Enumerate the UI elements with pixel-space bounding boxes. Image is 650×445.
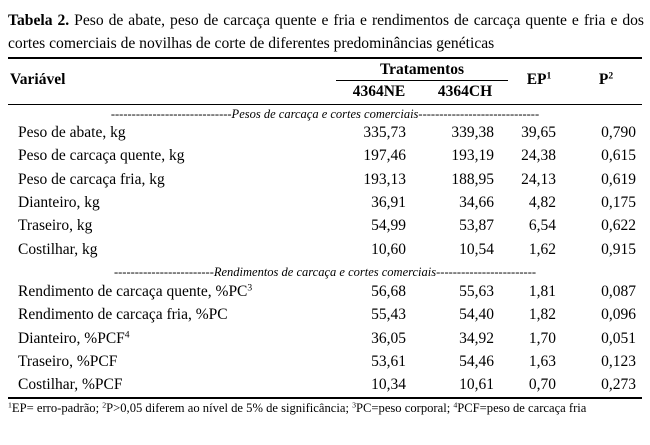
section-rendimentos: ------------------------Rendimentos de carcaça e cortes comerciais------------------------ bbox=[113, 265, 537, 279]
row-label: Traseiro, kg bbox=[18, 217, 93, 235]
cell-4364ne: 36,05 bbox=[371, 329, 406, 347]
cell-p: 0,619 bbox=[601, 170, 636, 188]
cell-ep: 1,82 bbox=[528, 306, 556, 324]
cell-4364ne: 193,13 bbox=[363, 170, 406, 188]
cell-ep: 4,82 bbox=[528, 193, 556, 211]
cell-4364ch: 55,63 bbox=[459, 283, 494, 300]
cell-p: 0,622 bbox=[601, 217, 636, 235]
row-label: Rendimento de carcaça quente, $\%PC^3$ bbox=[18, 282, 253, 300]
cell-4364ne: 56,68 bbox=[371, 283, 406, 300]
cell-4364ch: 54,46 bbox=[459, 352, 494, 370]
cell-4364ch: 10,61 bbox=[459, 376, 494, 394]
treatments-rule bbox=[336, 80, 508, 81]
row-label: Traseiro, %PCF bbox=[18, 352, 118, 370]
cell-p: 0,087 bbox=[601, 283, 636, 300]
caption-label: Tabela 2. bbox=[8, 12, 70, 29]
header-variable: Variável bbox=[10, 71, 66, 88]
cell-4364ch: 53,87 bbox=[459, 217, 494, 235]
header-rule bbox=[8, 104, 642, 105]
cell-4364ne: 197,46 bbox=[363, 147, 406, 165]
row-label: Peso de carcaça quente, kg bbox=[18, 147, 185, 165]
cell-ep: 39,65 bbox=[521, 124, 556, 141]
cell-p: 0,790 bbox=[601, 124, 636, 141]
cell-p: 0,123 bbox=[601, 352, 636, 370]
cell-p: 0,615 bbox=[601, 147, 636, 165]
header-ep: $EP^1$ bbox=[526, 70, 552, 88]
cell-4364ne: 54,99 bbox=[371, 217, 406, 235]
cell-p: 0,175 bbox=[601, 193, 636, 211]
cell-p: 0,096 bbox=[601, 306, 636, 324]
top-rule bbox=[8, 57, 642, 59]
section-pesos: -----------------------------Pesos de carcaça e cortes comerciais----------------------------- bbox=[110, 107, 540, 121]
table-caption bbox=[8, 9, 644, 55]
row-label: Costilhar, %PCF bbox=[18, 376, 123, 394]
cell-ep: 24,38 bbox=[521, 147, 556, 165]
header-treatments: Tratamentos bbox=[379, 61, 465, 78]
cell-4364ne: 36,91 bbox=[371, 193, 406, 211]
cell-4364ne: 10,60 bbox=[371, 240, 406, 258]
cell-ep: 1,63 bbox=[528, 352, 556, 370]
cell-p: 0,051 bbox=[601, 329, 636, 347]
cell-4364ne: 53,61 bbox=[371, 352, 406, 370]
cell-p: 0,915 bbox=[601, 240, 636, 258]
cell-4364ch: 188,95 bbox=[451, 170, 494, 188]
row-label: Rendimento de carcaça fria, %PC bbox=[18, 306, 228, 324]
caption-text: Peso de abate, peso de carcaça quente e fria e rendimentos de carcaça quente e fria e dos cortes comerciais de novilhas de corte de diferentes predominâncias genéticas bbox=[8, 12, 645, 52]
header-p: $P^2$ bbox=[598, 70, 614, 88]
cell-p: 0,273 bbox=[601, 376, 636, 394]
cell-4364ch: 10,54 bbox=[459, 240, 494, 258]
cell-4364ne: 10,34 bbox=[371, 376, 406, 394]
cell-4364ch: 34,92 bbox=[459, 329, 494, 347]
cell-ep: 0,70 bbox=[528, 376, 556, 394]
cell-4364ch: 34,66 bbox=[459, 193, 494, 211]
header-4364ch: 4364CH bbox=[437, 83, 493, 100]
cell-ep: 6,54 bbox=[528, 217, 556, 235]
cell-ep: 1,62 bbox=[528, 240, 556, 258]
cell-ep: 24,13 bbox=[521, 170, 556, 188]
cell-4364ch: 54,40 bbox=[459, 306, 494, 324]
cell-4364ch: 193,19 bbox=[451, 147, 494, 165]
cell-ep: 1,81 bbox=[528, 283, 556, 300]
cell-4364ne: 55,43 bbox=[371, 306, 406, 324]
row-label: Peso de abate, kg bbox=[18, 124, 126, 141]
cell-4364ch: 339,38 bbox=[451, 124, 494, 141]
cell-4364ne: 335,73 bbox=[363, 124, 406, 141]
row-label: Dianteiro, kg bbox=[18, 193, 100, 211]
table-footnote: $^1$EP= erro-padrão; $^2$P>0,05 diferem ao nível de 5% de significância; $^3$PC=peso corporal; $^4$PCF=peso de carcaça fria bbox=[8, 400, 587, 415]
cell-ep: 1,70 bbox=[528, 329, 556, 347]
row-label: Costilhar, kg bbox=[18, 240, 98, 258]
row-label: Dianteiro, %PCF$^4$ bbox=[18, 329, 130, 347]
header-4364ne: 4364NE bbox=[352, 83, 406, 100]
row-label: Peso de carcaça fria, kg bbox=[18, 170, 165, 188]
